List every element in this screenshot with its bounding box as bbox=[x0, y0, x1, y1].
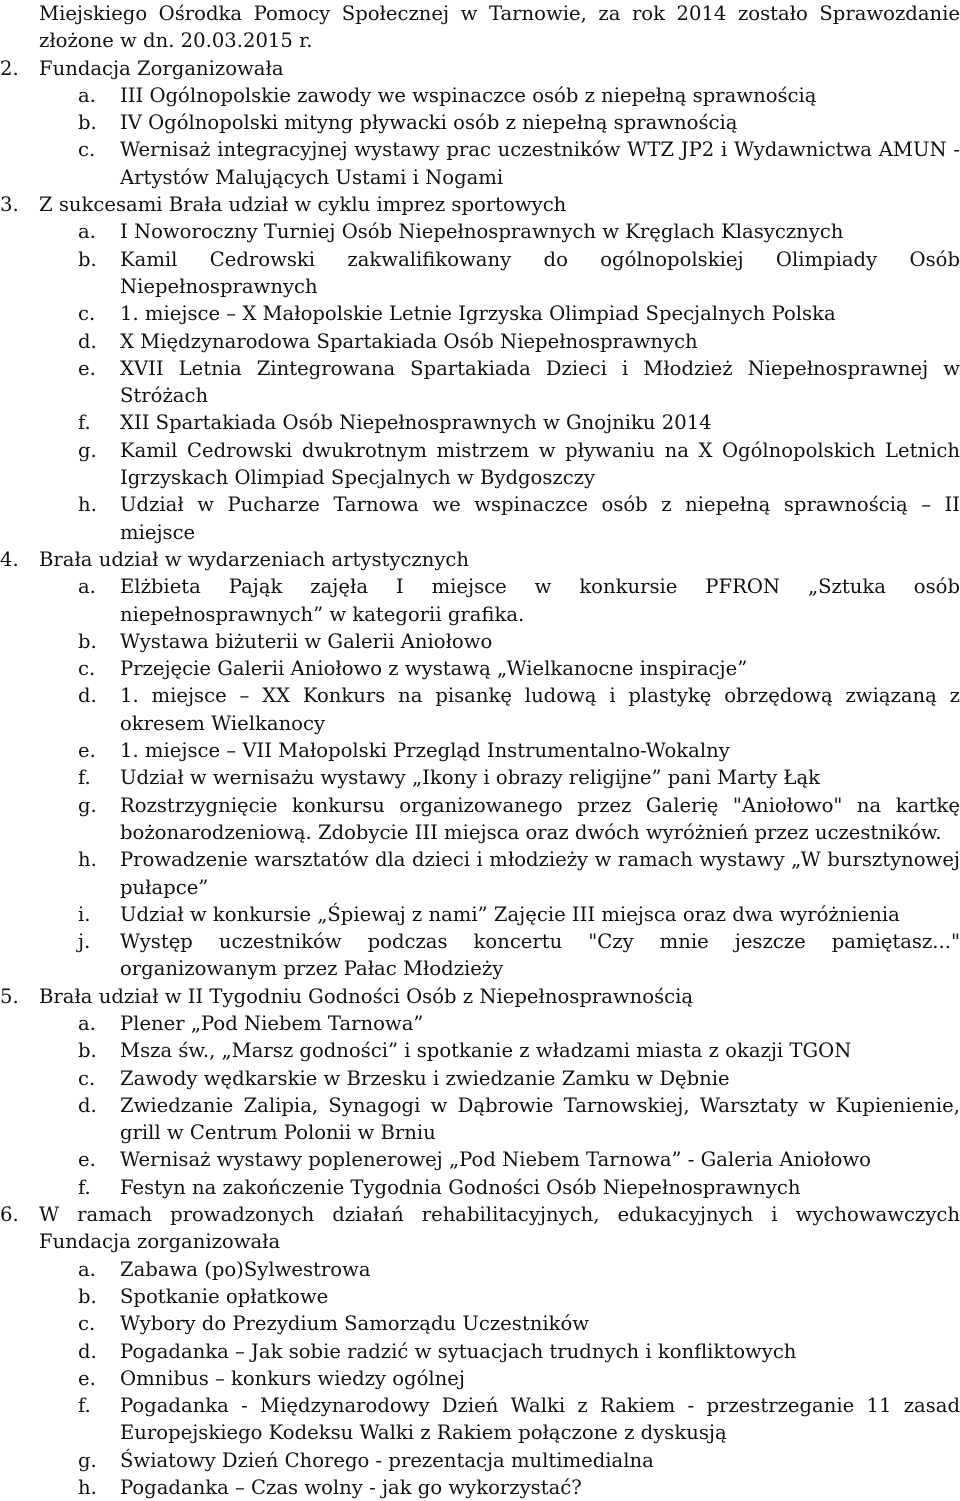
list-item-text: Zawody wędkarskie w Brzesku i zwiedzanie Zamku w Dębnie bbox=[120, 1066, 730, 1090]
list-item bbox=[0, 1283, 960, 1310]
section-item bbox=[0, 55, 960, 82]
list-item-text: X Międzynarodowa Spartakiada Osób Niepełnosprawnych bbox=[120, 329, 698, 353]
intro-paragraph: Miejskiego Ośrodka Pomocy Społecznej w Tarnowie, za rok 2014 zostało Sprawozdanie złożone w dn. 20.03.2015 r. bbox=[39, 2, 960, 53]
list-item bbox=[0, 1174, 960, 1201]
list-item-text: Festyn na zakończenie Tygodnia Godności Osób Niepełnosprawnych bbox=[120, 1175, 801, 1199]
list-item bbox=[0, 792, 960, 847]
list-item-text: III Ogólnopolskie zawody we wspinaczce osób z niepełną sprawnością bbox=[120, 83, 817, 107]
list-item-text: Wystawa biżuterii w Galerii Aniołowo bbox=[120, 629, 493, 653]
list-item bbox=[0, 1447, 960, 1474]
list-item-text: 1. miejsce – VII Małopolski Przegląd Instrumentalno-Wokalny bbox=[120, 739, 730, 763]
list-item-text: Kamil Cedrowski zakwalifikowany do ogólnopolskiej Olimpiady Osób Niepełnosprawnych bbox=[120, 247, 960, 298]
list-item-letter: b. bbox=[78, 629, 97, 653]
list-item bbox=[0, 1338, 960, 1365]
list-item-text: Pogadanka – Czas wolny - jak go wykorzystać? bbox=[120, 1476, 582, 1500]
list-item-letter: f. bbox=[78, 766, 91, 790]
list-item-letter: h. bbox=[78, 493, 97, 517]
list-item-letter: f. bbox=[78, 1175, 91, 1199]
list-item bbox=[0, 1092, 960, 1147]
list-item-text: Udział w Pucharze Tarnowa we wspinaczce osób z niepełną sprawnością – II miejsce bbox=[120, 493, 960, 544]
list-item-text: 1. miejsce – XX Konkurs na pisankę ludową i plastykę obrzędową związaną z okresem Wielkanocy bbox=[120, 684, 960, 735]
numbered-list bbox=[0, 55, 960, 1501]
list-item bbox=[0, 82, 960, 109]
list-item-text: Rozstrzygnięcie konkursu organizowanego przez Galerię "Aniołowo" na kartkę bożonarodzeniową. Zdobycie III miejsca oraz dwóch wyróżnień przez uczestników. bbox=[120, 793, 960, 844]
list-item-text: Plener „Pod Niebem Tarnowa” bbox=[120, 1011, 424, 1035]
list-item-text: Elżbieta Pająk zajęła I miejsce w konkursie PFRON „Sztuka osób niepełnosprawnych” w kategorii grafika. bbox=[120, 575, 960, 626]
list-item-text: IV Ogólnopolski mityng pływacki osób z niepełną sprawnością bbox=[120, 111, 738, 135]
section-item bbox=[0, 191, 960, 218]
list-item-text: Zabawa (po)Sylwestrowa bbox=[120, 1257, 371, 1281]
section-title: Z sukcesami Brała udział w cyklu imprez sportowych bbox=[39, 193, 567, 217]
list-item-text: Pogadanka - Międzynarodowy Dzień Walki z Rakiem - przestrzeganie 11 zasad Europejskiego Kodeksu Walki z Rakiem połączone z dyskusją bbox=[120, 1394, 960, 1445]
list-item-text: XVII Letnia Zintegrowana Spartakiada Dzieci i Młodzież Niepełnosprawnej w Stróżach bbox=[120, 356, 960, 408]
list-item-text: Udział w konkursie „Śpiewaj z nami” Zajęcie III miejsca oraz dwa wyróżnienia bbox=[120, 902, 900, 926]
list-item-text: Prowadzenie warsztatów dla dzieci i młodzieży w ramach wystawy „W bursztynowej pułapce” bbox=[120, 848, 960, 899]
list-item-letter: b. bbox=[78, 1039, 97, 1063]
list-item-letter: g. bbox=[78, 793, 97, 817]
list-item-letter: d. bbox=[78, 1339, 97, 1363]
list-item-letter: e. bbox=[78, 739, 96, 763]
list-item-letter: b. bbox=[78, 111, 97, 135]
list-item-text: Spotkanie opłatkowe bbox=[120, 1284, 329, 1308]
list-item-text: Wernisaż integracyjnej wystawy prac uczestników WTZ JP2 i Wydawnictwa AMUN - Artystów Malujących Ustami i Nogami bbox=[120, 138, 960, 189]
list-item-letter: c. bbox=[78, 138, 96, 162]
section-item bbox=[0, 983, 960, 1010]
list-item-letter: j. bbox=[78, 930, 91, 954]
list-item-letter: h. bbox=[78, 1476, 97, 1500]
list-item-letter: g. bbox=[78, 438, 97, 462]
section-item bbox=[0, 1201, 960, 1256]
list-item bbox=[0, 764, 960, 791]
list-item-text: 1. miejsce – X Małopolskie Letnie Igrzyska Olimpiad Specjalnych Polska bbox=[120, 302, 836, 326]
list-item bbox=[0, 1392, 960, 1447]
list-item-letter: e. bbox=[78, 1148, 96, 1172]
list-item-text: XII Spartakiada Osób Niepełnosprawnych w Gnojniku 2014 bbox=[120, 411, 712, 435]
list-item bbox=[0, 1256, 960, 1283]
list-item-letter: d. bbox=[78, 684, 97, 708]
list-item bbox=[0, 682, 960, 737]
list-item-letter: i. bbox=[78, 902, 91, 926]
list-item bbox=[0, 1065, 960, 1092]
section-item bbox=[0, 546, 960, 573]
section-number: 6. bbox=[0, 1203, 19, 1227]
section-title: Fundacja Zorganizowała bbox=[39, 56, 284, 80]
section-title: Brała udział w II Tygodniu Godności Osób z Niepełnosprawnością bbox=[39, 984, 694, 1008]
list-item-letter: a. bbox=[78, 1011, 96, 1035]
list-item-letter: a. bbox=[78, 575, 96, 599]
list-item-letter: c. bbox=[78, 302, 96, 326]
list-item-letter: g. bbox=[78, 1448, 97, 1472]
list-item-letter: a. bbox=[78, 1257, 96, 1281]
list-item bbox=[0, 901, 960, 928]
list-item bbox=[0, 628, 960, 655]
list-item bbox=[0, 737, 960, 764]
list-item-text: Wernisaż wystawy poplenerowej „Pod Niebem Tarnowa” - Galeria Aniołowo bbox=[120, 1148, 871, 1172]
section-title: Brała udział w wydarzeniach artystycznych bbox=[39, 547, 470, 571]
list-item bbox=[0, 1037, 960, 1064]
list-item-letter: f. bbox=[78, 411, 91, 435]
list-item bbox=[0, 1474, 960, 1501]
list-item-text: Pogadanka – Jak sobie radzić w sytuacjach trudnych i konfliktowych bbox=[120, 1339, 797, 1363]
list-item-letter: c. bbox=[78, 1066, 96, 1090]
section-title: W ramach prowadzonych działań rehabilitacyjnych, edukacyjnych i wychowawczych Fundacja zorganizowała bbox=[39, 1203, 960, 1254]
list-item-letter: f. bbox=[78, 1394, 91, 1418]
list-item-letter: c. bbox=[78, 1312, 96, 1336]
section-number: 4. bbox=[0, 547, 19, 571]
list-item bbox=[0, 409, 960, 436]
list-item-text: Udział w wernisażu wystawy „Ikony i obrazy religijne” pani Marty Łąk bbox=[120, 766, 821, 790]
section-number: 2. bbox=[0, 56, 19, 80]
list-item bbox=[0, 573, 960, 628]
list-item bbox=[0, 437, 960, 492]
list-item-text: Omnibus – konkurs wiedzy ogólnej bbox=[120, 1366, 465, 1390]
list-item bbox=[0, 1010, 960, 1037]
list-item bbox=[0, 109, 960, 136]
list-item bbox=[0, 655, 960, 682]
list-item bbox=[0, 246, 960, 301]
list-item-text: Występ uczestników podczas koncertu "Czy mnie jeszcze pamiętasz..." organizowanym przez Pałac Młodzieży bbox=[120, 930, 960, 981]
list-item bbox=[0, 328, 960, 355]
list-item bbox=[0, 846, 960, 901]
section-number: 5. bbox=[0, 984, 19, 1008]
list-item-text: Zwiedzanie Zalipia, Synagogi w Dąbrowie Tarnowskiej, Warsztaty w Kupienienie, grill w Centrum Polonii w Brniu bbox=[120, 1093, 960, 1145]
list-item-letter: b. bbox=[78, 1284, 97, 1308]
list-item bbox=[0, 300, 960, 327]
list-item bbox=[0, 1146, 960, 1173]
list-item bbox=[0, 218, 960, 245]
list-item-letter: d. bbox=[78, 1093, 97, 1117]
list-item-letter: e. bbox=[78, 1366, 96, 1390]
list-item-letter: e. bbox=[78, 356, 96, 380]
list-item-text: Kamil Cedrowski dwukrotnym mistrzem w pływaniu na X Ogólnopolskich Letnich Igrzyskach Olimpiad Specjalnych w Bydgoszczy bbox=[120, 438, 960, 490]
list-item-letter: a. bbox=[78, 83, 96, 107]
list-item-letter: b. bbox=[78, 247, 97, 271]
list-item-text: Wybory do Prezydium Samorządu Uczestników bbox=[120, 1312, 590, 1336]
list-item-letter: h. bbox=[78, 848, 97, 872]
list-item-letter: d. bbox=[78, 329, 97, 353]
list-item-text: Msza św., „Marsz godności” i spotkanie z władzami miasta z okazji TGON bbox=[120, 1039, 852, 1063]
list-item-letter: a. bbox=[78, 220, 96, 244]
list-item-text: Światowy Dzień Chorego - prezentacja multimedialna bbox=[120, 1448, 654, 1472]
list-item bbox=[0, 136, 960, 191]
list-item-text: I Noworoczny Turniej Osób Niepełnosprawnych w Kręglach Klasycznych bbox=[120, 220, 844, 244]
section-number: 3. bbox=[0, 193, 19, 217]
list-item bbox=[0, 928, 960, 983]
list-item-text: Przejęcie Galerii Aniołowo z wystawą „Wielkanocne inspiracje” bbox=[120, 657, 748, 681]
list-item bbox=[0, 1310, 960, 1337]
list-item bbox=[0, 491, 960, 546]
list-item bbox=[0, 355, 960, 410]
list-item bbox=[0, 1365, 960, 1392]
list-item-letter: c. bbox=[78, 657, 96, 681]
